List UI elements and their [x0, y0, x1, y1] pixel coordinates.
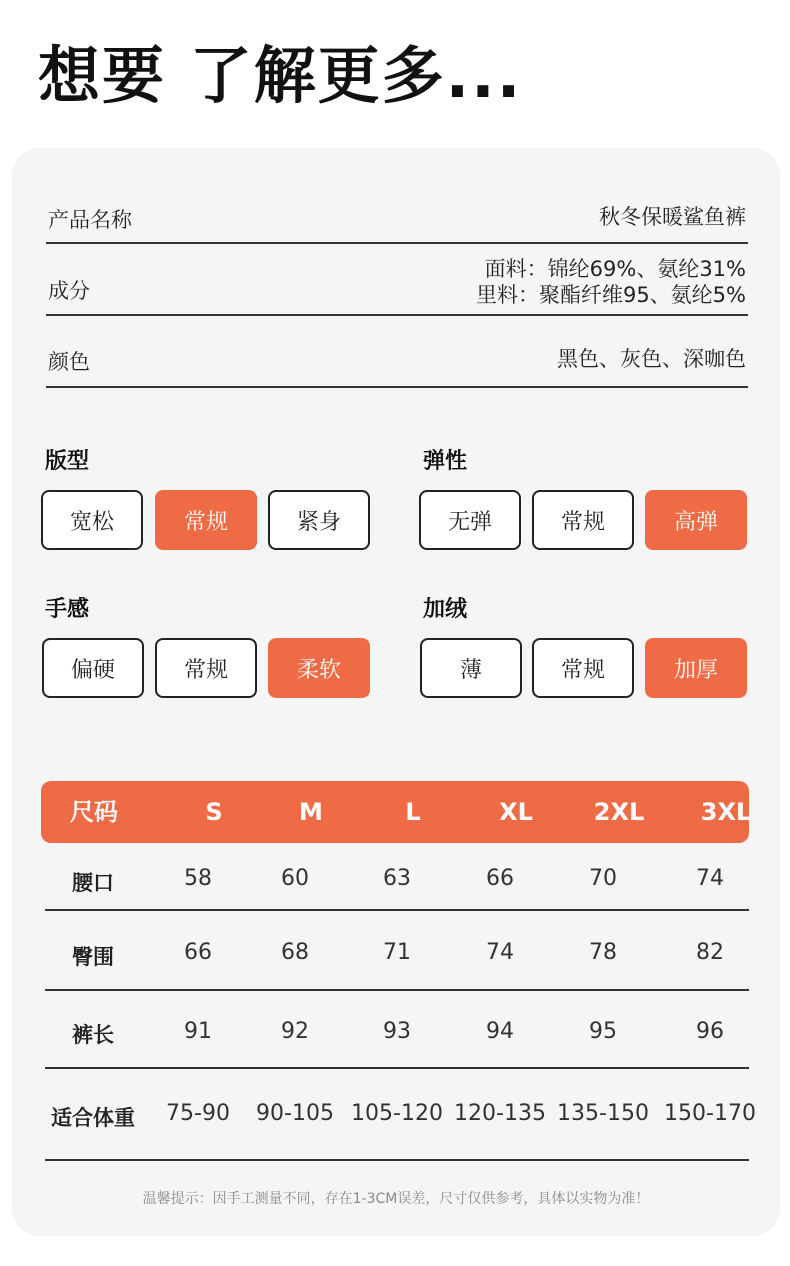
info-label: 成分 — [48, 279, 90, 303]
row-label: 腰口 — [72, 871, 114, 895]
info-value — [476, 256, 746, 308]
table-cell: 135-150 — [557, 1101, 649, 1126]
product-info-card — [12, 148, 780, 1236]
table-cell: 94 — [486, 1019, 514, 1044]
option-button[interactable]: 薄 — [420, 638, 522, 698]
size-header-cell: 2XL — [593, 798, 645, 826]
option-button[interactable]: 高弹 — [645, 490, 747, 550]
table-cell: 68 — [281, 940, 309, 965]
option-button[interactable]: 偏硬 — [42, 638, 144, 698]
row-label: 裤长 — [72, 1023, 114, 1047]
measurement-note: 温馨提示：因手工测量不同，存在1-3CM误差，尺寸仅供参考，具体以实物为准！ — [142, 1191, 650, 1207]
info-label: 产品名称 — [48, 208, 132, 232]
info-value-line: 里料：聚酯纤维95、氨纶5% — [475, 283, 746, 307]
table-cell: 63 — [383, 866, 411, 891]
option-button[interactable]: 柔软 — [268, 638, 370, 698]
table-cell: 70 — [589, 866, 617, 891]
table-cell: 92 — [281, 1019, 309, 1044]
row-label: 适合体重 — [51, 1106, 135, 1130]
info-value-line: 面料：锦纶69%、氨纶31% — [484, 257, 746, 281]
page-title: 想要 了解更多... — [38, 39, 523, 112]
table-cell: 82 — [696, 940, 724, 965]
size-header-cell: S — [205, 798, 223, 826]
option-button[interactable]: 常规 — [532, 490, 634, 550]
table-cell: 60 — [281, 866, 309, 891]
table-row — [45, 1069, 756, 1161]
table-row — [45, 911, 749, 991]
table-cell: 78 — [589, 940, 617, 965]
table-cell: 91 — [184, 1019, 212, 1044]
table-cell: 74 — [486, 940, 514, 965]
attr-title: 加绒 — [423, 597, 468, 622]
info-row-product-name — [46, 188, 748, 244]
table-cell: 105-120 — [351, 1101, 443, 1126]
option-button[interactable]: 宽松 — [41, 490, 143, 550]
size-header-cell: 3XL — [700, 798, 752, 826]
attr-title: 手感 — [45, 597, 90, 622]
option-button[interactable]: 常规 — [532, 638, 634, 698]
size-header-cell: L — [405, 798, 421, 826]
info-label: 颜色 — [48, 350, 90, 374]
table-cell: 150-170 — [664, 1101, 756, 1126]
size-header-cell: XL — [499, 798, 533, 826]
table-cell: 93 — [383, 1019, 411, 1044]
attr-title: 弹性 — [423, 449, 468, 474]
table-cell: 90-105 — [256, 1101, 334, 1126]
table-cell: 74 — [696, 866, 724, 891]
table-cell: 58 — [184, 866, 212, 891]
table-cell: 96 — [696, 1019, 724, 1044]
option-button[interactable]: 紧身 — [268, 490, 370, 550]
option-button[interactable]: 常规 — [155, 490, 257, 550]
table-cell: 95 — [589, 1019, 617, 1044]
table-row — [45, 843, 749, 911]
option-button[interactable]: 常规 — [155, 638, 257, 698]
table-cell: 66 — [486, 866, 514, 891]
size-header-label: 尺码 — [70, 798, 118, 826]
table-cell: 71 — [383, 940, 411, 965]
size-header-cell: M — [299, 798, 323, 826]
info-value — [557, 346, 746, 372]
option-button[interactable]: 加厚 — [645, 638, 747, 698]
info-value-line: 秋冬保暖鲨鱼裤 — [599, 205, 746, 229]
size-table-header — [41, 781, 752, 843]
table-cell: 120-135 — [454, 1101, 546, 1126]
info-value — [599, 204, 746, 230]
table-cell: 75-90 — [166, 1101, 230, 1126]
attr-title: 版型 — [45, 449, 90, 474]
info-row-color — [46, 316, 748, 388]
info-value-line: 黑色、灰色、深咖色 — [557, 347, 746, 371]
table-cell: 66 — [184, 940, 212, 965]
table-row — [45, 991, 749, 1069]
row-label: 臀围 — [72, 945, 114, 969]
info-row-composition — [46, 244, 748, 316]
option-button[interactable]: 无弹 — [419, 490, 521, 550]
